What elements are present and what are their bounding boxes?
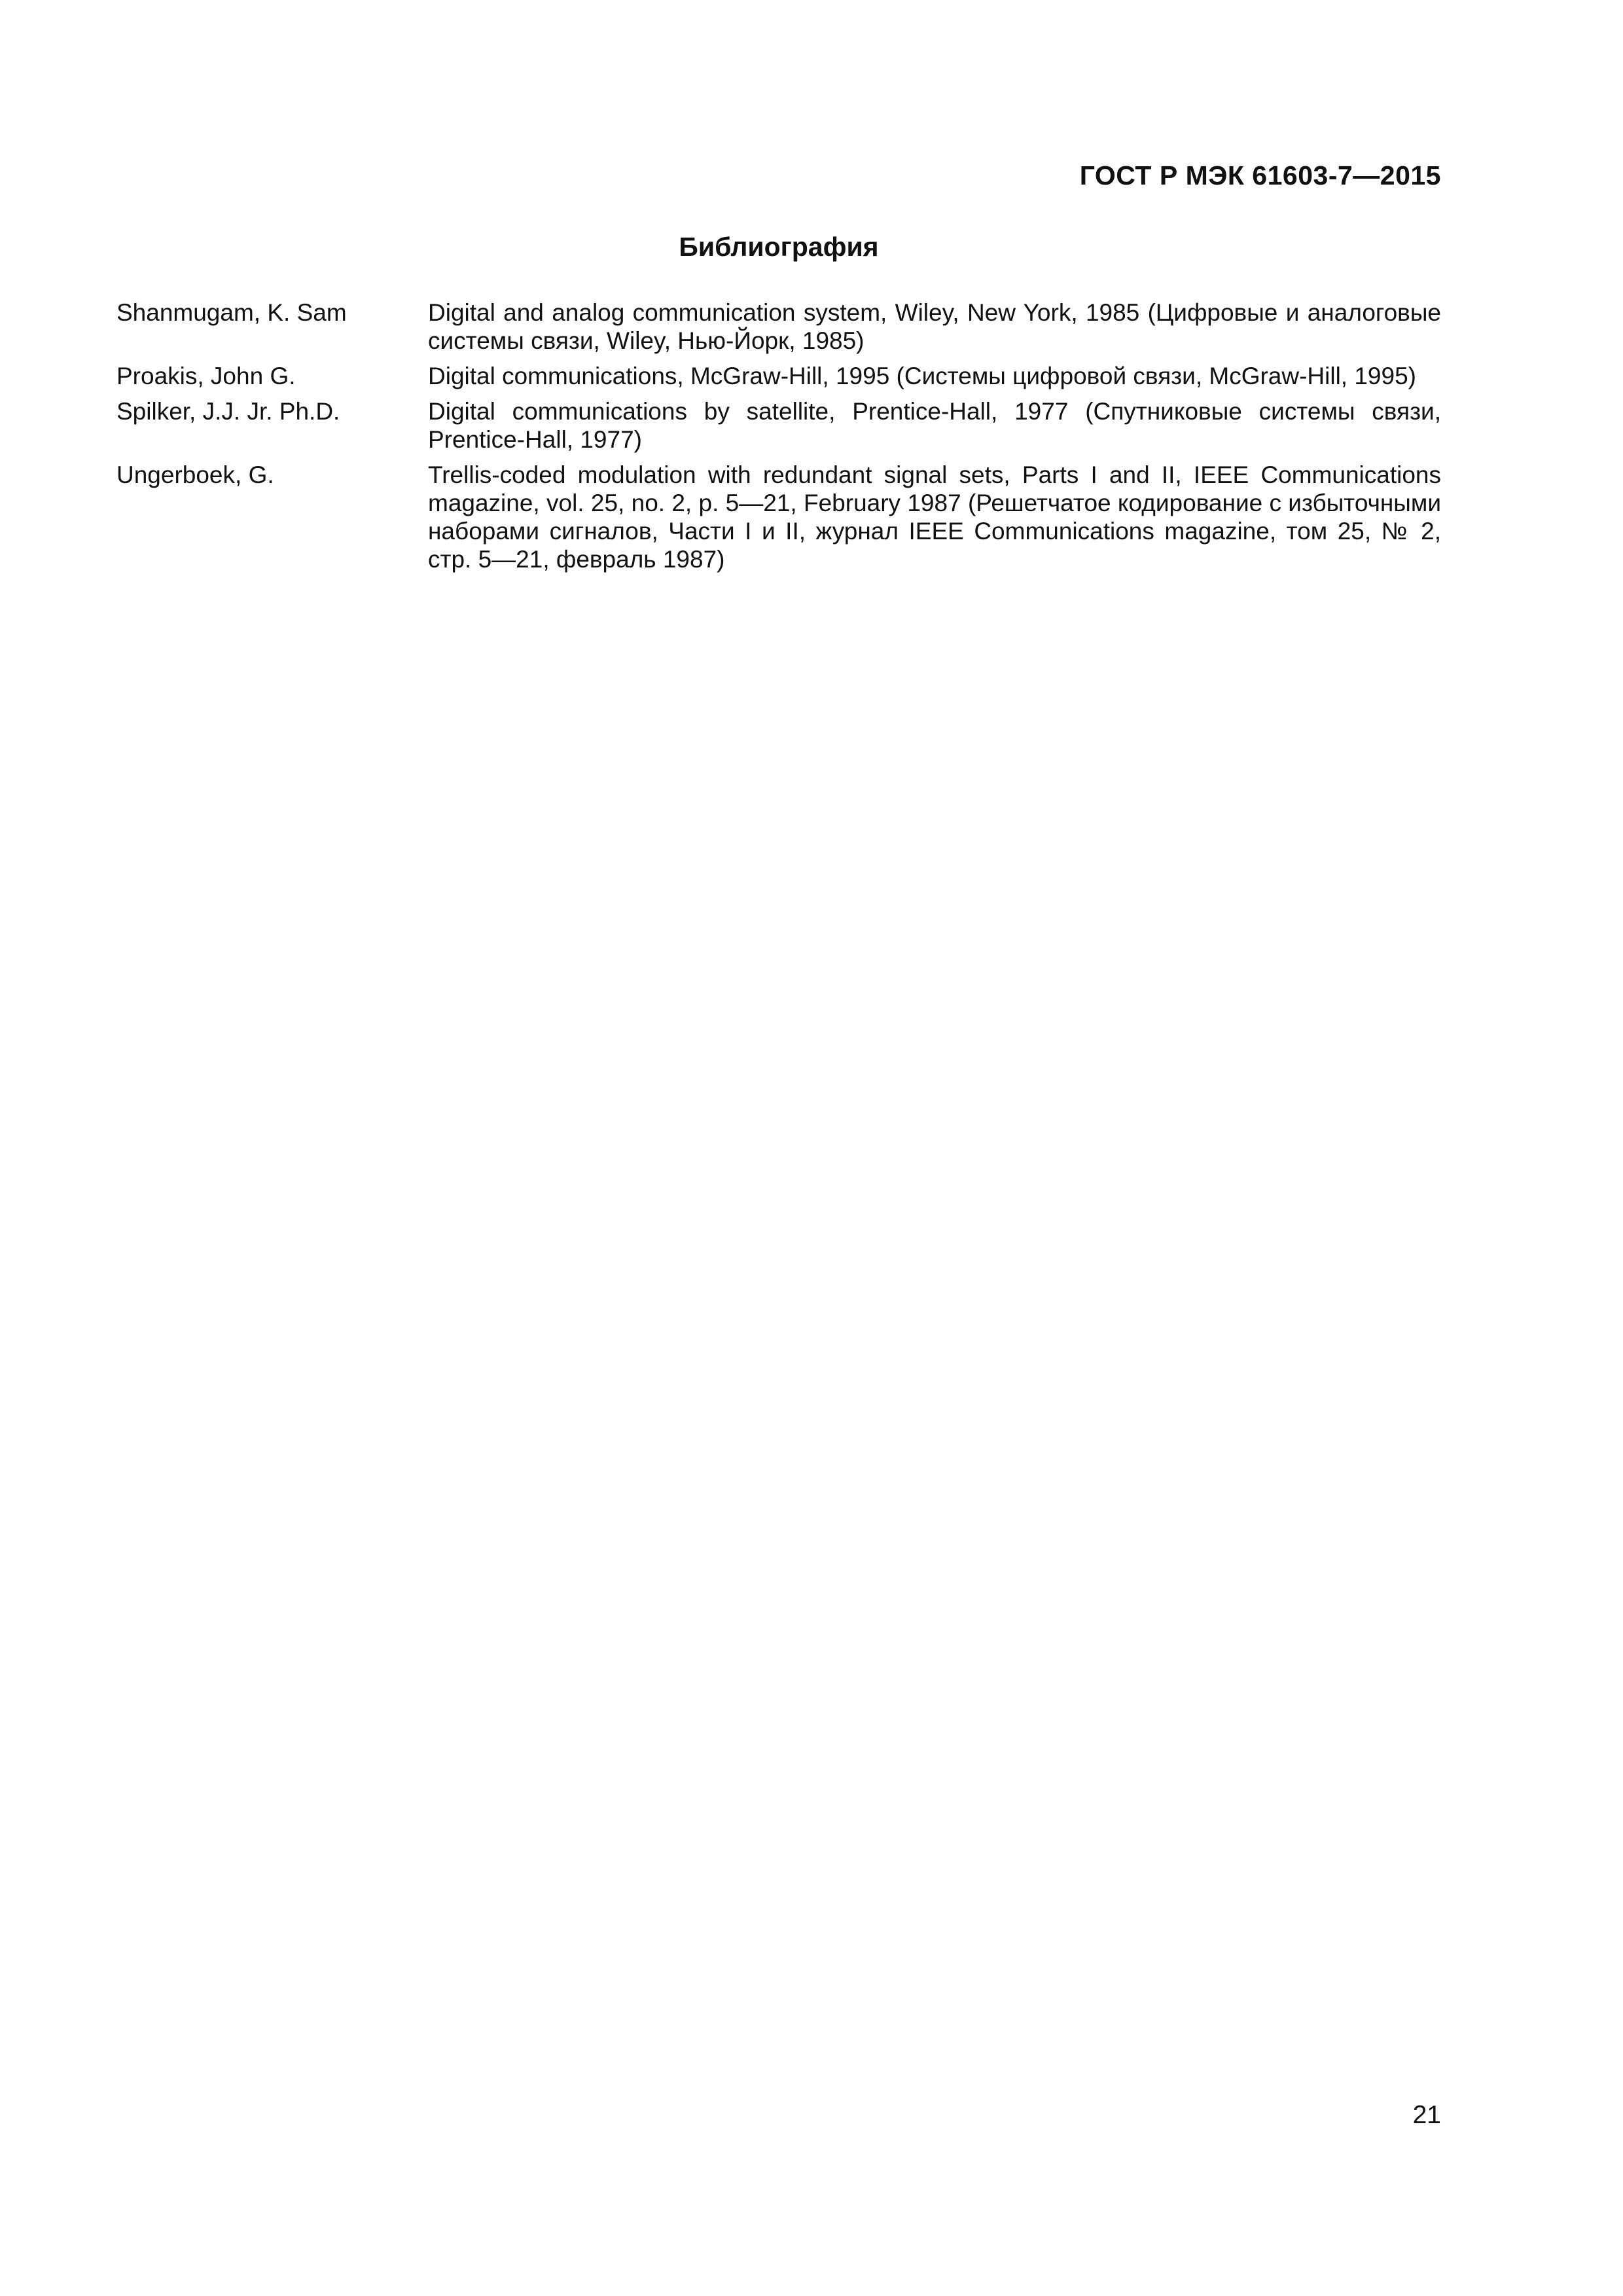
entry-author: Ungerboek, G. <box>116 461 274 488</box>
entry-text: Trellis-coded modulation with redundant signal sets, Parts I and II, IEEE Communications magazine, vol. 25, no. 2, p. 5—21, February 1987 (Решетчатое кодирование с избыточными наборами сигналов, Части I и II, журнал IEEE Communications magazine, том 25, № 2, стр. 5—21, февраль 1987) <box>428 461 1441 573</box>
bibliography-entry <box>116 461 1441 573</box>
entry-text: Digital and analog communication system, Wiley, New York, 1985 (Цифровые и аналоговые системы связи, Wiley, Нью-Йорк, 1985) <box>428 299 1441 354</box>
bibliography-entry <box>116 362 1441 390</box>
bibliography-list <box>116 298 1441 581</box>
entry-text: Digital communications by satellite, Prentice-Hall, 1977 (Спутниковые системы связи, Prentice-Hall, 1977) <box>428 398 1441 453</box>
entry-author: Spilker, J.J. Jr. Ph.D. <box>116 398 340 425</box>
page-number: 21 <box>1412 2101 1441 2129</box>
entry-text: Digital communications, McGraw-Hill, 1995 (Системы цифровой связи, McGraw-Hill, 1995) <box>428 363 1416 389</box>
bibliography-entry <box>116 298 1441 355</box>
section-title: Библиография <box>679 232 879 262</box>
entry-author: Proakis, John G. <box>116 363 296 389</box>
entry-author: Shanmugam, K. Sam <box>116 299 347 326</box>
document-code: ГОСТ Р МЭК 61603-7—2015 <box>1079 160 1441 190</box>
bibliography-entry <box>116 397 1441 454</box>
